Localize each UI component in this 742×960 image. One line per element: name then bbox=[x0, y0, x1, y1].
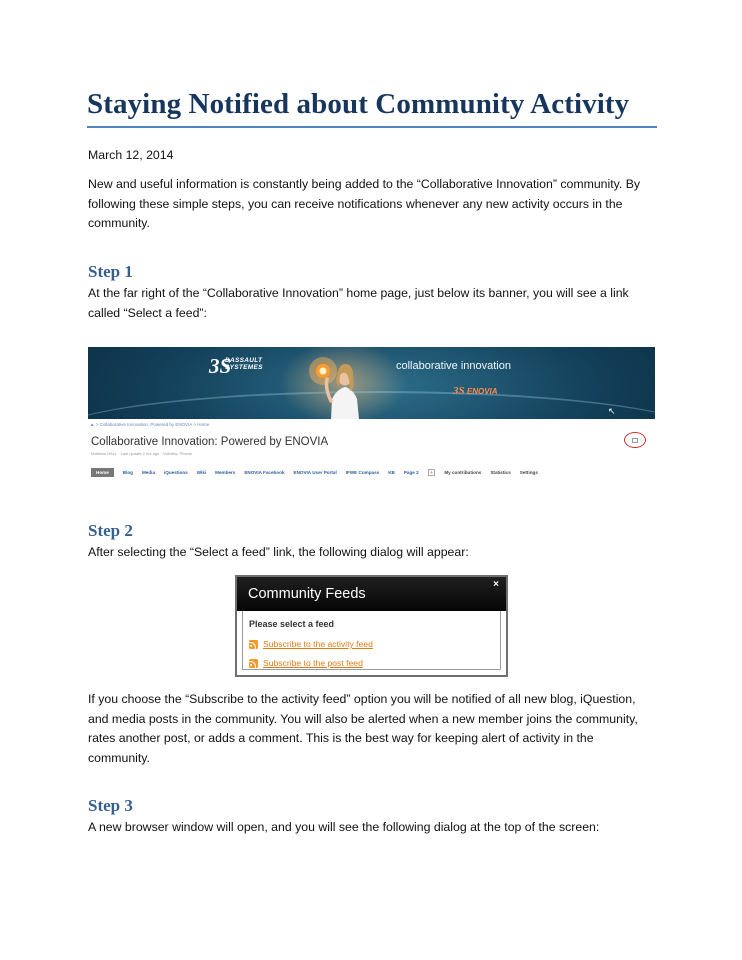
nav-tab-enovia-facebook[interactable]: ENOVIA Facebook bbox=[244, 469, 285, 475]
select-feed-icon[interactable] bbox=[632, 438, 638, 443]
community-banner: 3S DASSAULT SYSTEMES collaborative innovation 3S ENOVIA ↖ bbox=[88, 347, 655, 419]
community-page-title: Collaborative Innovation: Powered by ENOVIA bbox=[91, 436, 329, 448]
nav-add-tab-button[interactable]: + bbox=[428, 469, 436, 476]
mouse-cursor-icon: ↖ bbox=[608, 406, 616, 416]
nav-tab-kb[interactable]: KB bbox=[388, 469, 395, 475]
step-2-text: After selecting the “Select a feed” link, the following dialog will appear: bbox=[88, 545, 469, 559]
document-title: Staying Notified about Community Activity bbox=[87, 88, 630, 120]
feed-option-activity[interactable] bbox=[249, 638, 373, 650]
nav-tab-blog[interactable]: Blog bbox=[122, 469, 133, 475]
step-1-text: At the far right of the “Collaborative Innovation” home page, just below its banner, you will see a link called “Select a feed”: bbox=[88, 286, 629, 320]
nav-tab-page-2[interactable]: Page 2 bbox=[403, 469, 419, 475]
nav-tab-home[interactable]: Home bbox=[91, 468, 114, 477]
step-1-heading: Step 1 bbox=[88, 262, 133, 281]
title-underline bbox=[87, 126, 657, 128]
enovia-logo: 3S ENOVIA bbox=[453, 385, 498, 397]
banner-person-image bbox=[301, 349, 371, 419]
nav-tab-members[interactable]: Members bbox=[215, 469, 236, 475]
step-2-followup: If you choose the “Subscribe to the activity feed” option you will be notified of all new blog, iQuestion, and media posts in the community. You will also be alerted when a new member joins the community, rates another post, or adds a comment. This is the best way for keeping alert of activity in the community. bbox=[88, 692, 638, 765]
subscribe-post-feed-link[interactable]: Subscribe to the post feed bbox=[263, 658, 363, 668]
step-2-heading: Step 2 bbox=[88, 521, 133, 540]
document-date: March 12, 2014 bbox=[88, 148, 174, 162]
nav-my-contributions[interactable]: My contributions bbox=[444, 469, 482, 475]
step-3-text: A new browser window will open, and you will see the following dialog at the top of the screen: bbox=[88, 820, 600, 834]
nav-tab-media[interactable]: Media bbox=[141, 469, 156, 475]
rss-icon bbox=[249, 640, 258, 649]
rss-icon bbox=[249, 659, 258, 668]
breadcrumb: ▲ > Collaborative Innovation: Powered by ENOVIA > Home bbox=[90, 422, 210, 427]
nav-tab-iquestions[interactable]: iQuestions bbox=[164, 469, 188, 475]
banner-tagline: collaborative innovation bbox=[396, 360, 511, 372]
intro-paragraph: New and useful information is constantly being added to the “Collaborative Innovation” community. By following these simple steps, you can receive notifications whenever any new activity occurs in the community. bbox=[88, 177, 641, 230]
dialog-header bbox=[237, 577, 506, 611]
community-feeds-screenshot bbox=[235, 575, 508, 677]
dialog-title: Community Feeds bbox=[248, 586, 366, 602]
nav-tab-ifwe-compass[interactable]: IFWE Compass bbox=[345, 469, 380, 475]
subscribe-activity-feed-link[interactable]: Subscribe to the activity feed bbox=[263, 639, 373, 649]
step-3-heading: Step 3 bbox=[88, 796, 133, 815]
community-meta: Matthew HALL · Last update 2 hrs ago · Visibility: Private bbox=[91, 451, 192, 456]
dialog-body bbox=[242, 611, 501, 670]
nav-tab-enovia-user-portal[interactable]: ENOVIA User Portal bbox=[293, 469, 337, 475]
feed-option-post[interactable] bbox=[249, 657, 363, 669]
community-nav bbox=[91, 466, 538, 478]
nav-tab-wiki[interactable]: Wiki bbox=[196, 469, 207, 475]
community-feeds-dialog bbox=[237, 577, 506, 675]
nav-settings[interactable]: Settings bbox=[519, 469, 538, 475]
nav-statistics[interactable]: Statistics bbox=[490, 469, 511, 475]
feed-prompt: Please select a feed bbox=[249, 619, 335, 629]
close-icon[interactable]: × bbox=[493, 579, 499, 590]
community-home-screenshot bbox=[88, 347, 655, 487]
